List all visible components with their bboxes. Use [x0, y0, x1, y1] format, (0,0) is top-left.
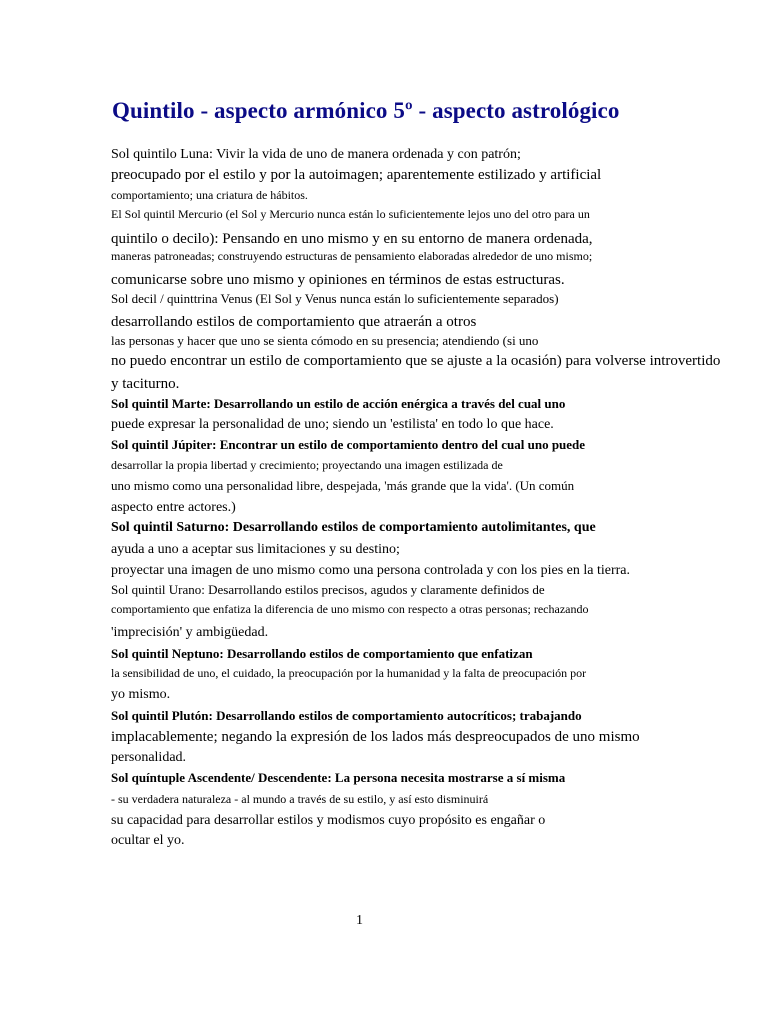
- body-line: Sol quintilo Luna: Vivir la vida de uno de manera ordenada y con patrón;: [111, 147, 521, 162]
- body-line: aspecto entre actores.): [111, 500, 236, 515]
- body-line: Sol quintil Urano: Desarrollando estilos precisos, agudos y claramente definidos de: [111, 582, 545, 597]
- body-line: la sensibilidad de uno, el cuidado, la preocupación por la humanidad y la falta de preocupación por: [111, 666, 587, 680]
- body-line: uno mismo como una personalidad libre, despejada, 'más grande que la vida'. (Un común: [111, 478, 575, 493]
- body-line: Sol decil / quinttrina Venus (El Sol y Venus nunca están lo suficientemente separados): [111, 291, 559, 306]
- body-line: implacablemente; negando la expresión de los lados más despreocupados de uno mismo: [111, 729, 640, 745]
- body-line: personalidad.: [111, 750, 187, 765]
- body-line: las personas y hacer que uno se sienta cómodo en su presencia; atendiendo (si uno: [111, 333, 539, 348]
- section-heading-jupiter: Sol quintil Júpiter: Encontrar un estilo de comportamiento dentro del cual uno puede: [111, 437, 586, 452]
- body-line: desarrollar la propia libertad y crecimiento; proyectando una imagen estilizada de: [111, 458, 503, 472]
- page-number: 1: [356, 913, 363, 928]
- section-heading-marte: Sol quintil Marte: Desarrollando un estilo de acción enérgica a través del cual uno: [111, 396, 566, 411]
- body-line: comunicarse sobre uno mismo y opiniones en términos de estas estructuras.: [111, 272, 565, 288]
- body-line: y taciturno.: [111, 376, 180, 392]
- body-line: desarrollando estilos de comportamiento que atraerán a otros: [111, 314, 477, 330]
- body-line: comportamiento; una criatura de hábitos.: [111, 188, 308, 202]
- body-line: proyectar una imagen de uno mismo como una persona controlada y con los pies en la tierra.: [111, 563, 630, 578]
- body-line: preocupado por el estilo y por la autoimagen; aparentemente estilizado y artificial: [111, 167, 602, 183]
- section-heading-saturno: Sol quintil Saturno: Desarrollando estilos de comportamiento autolimitantes, que: [111, 520, 596, 535]
- section-heading-neptuno: Sol quintil Neptuno: Desarrollando estilos de comportamiento que enfatizan: [111, 646, 533, 661]
- body-line: ayuda a uno a aceptar sus limitaciones y su destino;: [111, 542, 400, 557]
- body-line: no puedo encontrar un estilo de comportamiento que se ajuste a la ocasión) para volverse introvertido: [111, 353, 721, 369]
- body-line: - su verdadera naturaleza - al mundo a través de su estilo, y así esto disminuirá: [111, 792, 489, 806]
- body-line: 'imprecisión' y ambigüedad.: [111, 625, 269, 640]
- section-heading-pluton: Sol quintil Plutón: Desarrollando estilos de comportamiento autocríticos; trabajando: [111, 708, 582, 723]
- body-line: El Sol quintil Mercurio (el Sol y Mercurio nunca están lo suficientemente lejos uno del otro para un: [111, 207, 590, 221]
- body-line: yo mismo.: [111, 687, 171, 702]
- body-line: su capacidad para desarrollar estilos y modismos cuyo propósito es engañar o: [111, 813, 546, 828]
- body-line: ocultar el yo.: [111, 833, 185, 848]
- section-heading-ascendente: Sol quíntuple Ascendente/ Descendente: La persona necesita mostrarse a sí misma: [111, 770, 566, 785]
- page-title: Quintilo - aspecto armónico 5º - aspecto astrológico: [112, 98, 620, 123]
- body-line: quintilo o decilo): Pensando en uno mismo y en su entorno de manera ordenada,: [111, 231, 593, 247]
- body-line: puede expresar la personalidad de uno; siendo un 'estilista' en todo lo que hace.: [111, 417, 554, 432]
- body-line: comportamiento que enfatiza la diferencia de uno mismo con respecto a otras personas; rechazando: [111, 602, 589, 616]
- body-line: maneras patroneadas; construyendo estructuras de pensamiento elaboradas alrededor de uno mismo;: [111, 249, 593, 263]
